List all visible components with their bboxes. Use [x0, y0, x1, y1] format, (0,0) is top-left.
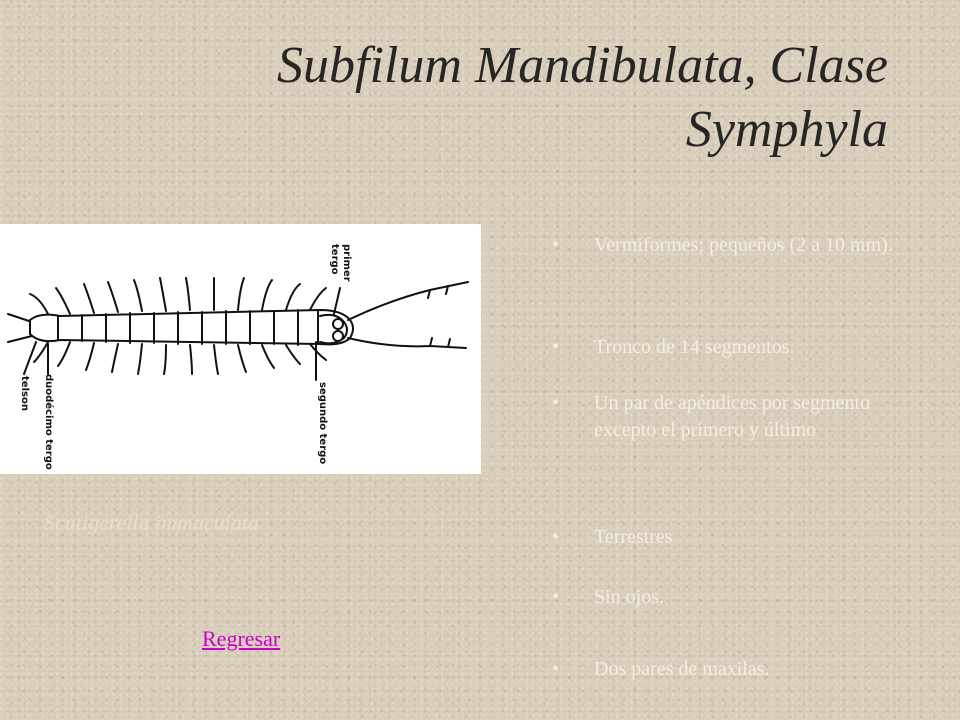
bullet-item: [552, 656, 932, 683]
label-telson: telson: [19, 376, 30, 411]
bullet-text: Dos pares de maxilas.: [594, 658, 770, 680]
label-segundo-tergo: segundo tergo: [317, 382, 328, 465]
symphyla-drawing: [0, 224, 481, 474]
bullet-marker: •: [552, 586, 560, 608]
label-tergo: tergo: [329, 244, 340, 275]
label-primer: primer: [341, 244, 352, 282]
bullet-item: [552, 232, 932, 259]
title-line-2: Symphyla: [685, 101, 888, 158]
label-duodecimo-tergo: duodécimo tergo: [43, 374, 54, 470]
bullet-marker: •: [552, 392, 560, 414]
bullet-item: [552, 524, 932, 551]
bullet-text: Vermiformes; pequeños (2 a 10 mm).: [594, 234, 893, 256]
back-link[interactable]: Regresar: [202, 626, 281, 651]
bullet-text: Terrestres: [594, 526, 673, 548]
title-line-1: Subfilum Mandibulata, Clase: [277, 37, 888, 94]
bullet-marker: •: [552, 658, 560, 680]
symphyla-illustration: [0, 224, 481, 474]
bullet-marker: •: [552, 234, 560, 256]
figure-caption: Scutigerella immaculata: [44, 510, 259, 535]
bullet-item: [552, 584, 932, 611]
bullet-marker: •: [552, 526, 560, 548]
slide-title: [128, 34, 888, 162]
bullet-item: [552, 334, 932, 361]
bullet-item: [552, 390, 932, 444]
bullet-text: Tronco de 14 segmentos.: [594, 336, 795, 358]
bullet-text: Un par de apéndices por segmento excepto el primero y último: [594, 392, 871, 441]
bullet-text: Sin ojos.: [594, 586, 665, 608]
bullet-marker: •: [552, 336, 560, 358]
